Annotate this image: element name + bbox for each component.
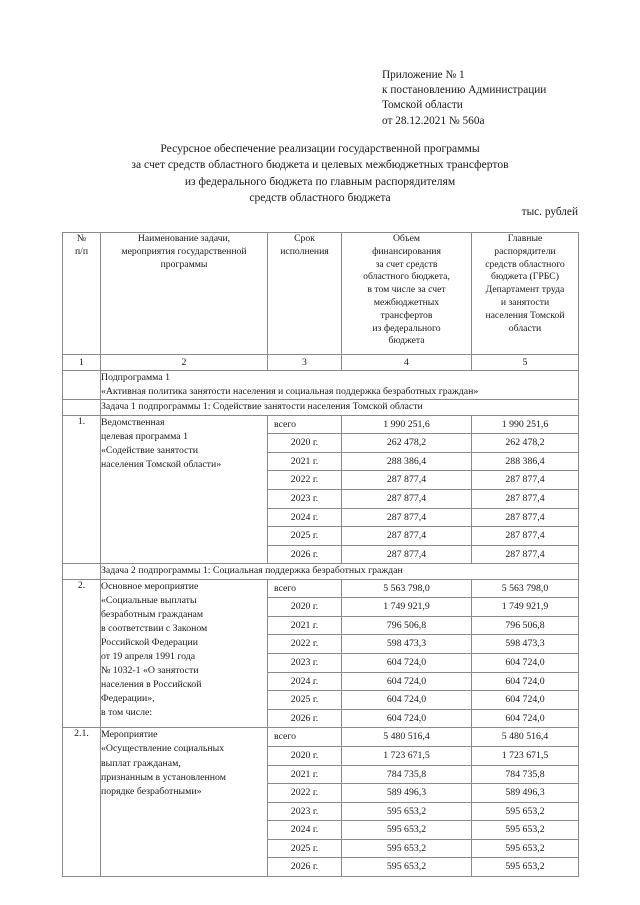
table-row: [63, 415, 579, 434]
row-2-grbs-total: 5 563 798,0: [472, 579, 579, 598]
header-fin-line3: за счет средств: [375, 258, 438, 270]
row-1-grbs-2026: 287 877,4: [472, 545, 579, 564]
row-2-period-2021: 2021 г.: [268, 616, 342, 635]
subprogram-1-row: [63, 371, 579, 400]
row-1-period-total: всего: [268, 415, 342, 434]
row-2-1-label-line3: выплат гражданам,: [101, 757, 181, 769]
row-1-oblast-2024: 287 877,4: [342, 508, 472, 527]
row-1-oblast-2020: 262 478,2: [342, 434, 472, 453]
header-fin-line8: из федерального: [372, 322, 441, 334]
row-2-grbs-2024: 604 724,0: [472, 672, 579, 691]
row-2-period-2022: 2022 г.: [268, 635, 342, 654]
header-number-line1: №: [76, 233, 87, 244]
row-1-oblast-2023: 287 877,4: [342, 489, 472, 508]
header-grbs-line1: Главные: [507, 233, 543, 244]
header-cell-grbs: [472, 233, 579, 355]
header-fin-line9: бюджета: [388, 335, 425, 347]
row-2-1-oblast-total: 5 480 516,4: [342, 728, 472, 747]
row-1-oblast-2022: 287 877,4: [342, 471, 472, 490]
row-2-1-oblast-2023: 595 653,2: [342, 802, 472, 821]
task-2-line1: Задача 2 подпрограммы 1: Социальная поддержка безработных граждан: [101, 565, 403, 577]
resource-table-wrapper: [62, 232, 578, 877]
row-2-1-oblast-2021: 784 735,8: [342, 765, 472, 784]
row-2-oblast-2023: 604 724,0: [342, 653, 472, 672]
row-2-oblast-2024: 604 724,0: [342, 672, 472, 691]
row-2-1-grbs-2025: 595 653,2: [472, 839, 579, 858]
row-2-1-period-2020: 2020 г.: [268, 746, 342, 765]
subprogram-1-title-cell: [101, 371, 579, 400]
task-2-title-cell: [101, 564, 579, 579]
row-2-grbs-2023: 604 724,0: [472, 653, 579, 672]
resource-provision-table: [62, 232, 579, 877]
row-1-oblast-2026: 287 877,4: [342, 545, 472, 564]
row-2-1-label: [101, 728, 268, 877]
task-2-index-cell: [63, 564, 101, 579]
column-number-1: 1: [63, 355, 101, 371]
row-2-oblast-2025: 604 724,0: [342, 691, 472, 710]
header-grbs-inner-table: [472, 233, 578, 335]
row-2-grbs-2020: 1 749 921,9: [472, 598, 579, 617]
row-2-1-period-total: всего: [268, 728, 342, 747]
header-cell-number: [63, 233, 101, 355]
units-label: тыс. рублей: [521, 206, 578, 218]
row-2-1-grbs-total: 5 480 516,4: [472, 728, 579, 747]
task-1-index-cell: [63, 400, 101, 415]
row-2-1-label-line5: порядке безработными»: [101, 785, 202, 797]
title-line-1: Ресурсное обеспечение реализации государственной программы: [160, 142, 480, 155]
task-1-title-cell: [101, 400, 579, 415]
row-2-1-oblast-2026: 595 653,2: [342, 858, 472, 877]
row-1-label: [101, 415, 268, 564]
column-number-4: 4: [342, 355, 472, 371]
row-2-oblast-2020: 1 749 921,9: [342, 598, 472, 617]
row-2-period-2023: 2023 г.: [268, 653, 342, 672]
row-1-grbs-total: 1 990 251,6: [472, 415, 579, 434]
row-1-grbs-2022: 287 877,4: [472, 471, 579, 490]
header-number-line2: п/п: [74, 245, 89, 257]
row-2-label-line3: безработным гражданам: [101, 608, 204, 620]
header-fin-line7: трансфертов: [380, 309, 433, 321]
appendix-line-3: Томской области: [382, 99, 463, 112]
row-2-1-label-line1: Мероприятие: [101, 729, 158, 741]
row-2-1-grbs-2020: 1 723 671,5: [472, 746, 579, 765]
header-grbs-line2: распорядители: [494, 245, 556, 257]
row-2-1-grbs-2024: 595 653,2: [472, 821, 579, 840]
column-number-3: 3: [268, 355, 342, 371]
row-2-label-line9: Федерации»,: [101, 693, 155, 705]
header-name-line2: мероприятия государственной: [121, 245, 247, 257]
row-2-1-period-2021: 2021 г.: [268, 765, 342, 784]
row-2-grbs-2022: 598 473,3: [472, 635, 579, 654]
row-2-index: 2.: [63, 579, 101, 728]
row-2-period-2026: 2026 г.: [268, 709, 342, 728]
row-2-grbs-2026: 604 724,0: [472, 709, 579, 728]
row-1-index: 1.: [63, 415, 101, 564]
row-2-1-grbs-2021: 784 735,8: [472, 765, 579, 784]
column-number-row: [63, 355, 579, 371]
appendix-line-2: к постановлению Администрации: [382, 84, 547, 97]
row-2-1-period-2022: 2022 г.: [268, 784, 342, 803]
document-title: [62, 141, 578, 207]
row-1-period-2022: 2022 г.: [268, 471, 342, 490]
row-2-label-line7: № 1032-1 «О занятости: [101, 665, 199, 677]
header-dept-line2: и занятости: [500, 296, 550, 308]
row-1-grbs-2025: 287 877,4: [472, 527, 579, 546]
header-grbs-title: [472, 233, 578, 284]
header-grbs-top-row: [472, 233, 578, 284]
title-line-2: за счет средств областного бюджета и целевых межбюджетных трансфертов: [131, 158, 509, 172]
header-term-line2: исполнения: [280, 245, 329, 257]
header-fin-line2: финансирования: [372, 245, 441, 257]
table-header-row: [63, 233, 579, 355]
column-number-2: 2: [101, 355, 268, 371]
row-2-1-period-2024: 2024 г.: [268, 821, 342, 840]
row-2-1-grbs-2026: 595 653,2: [472, 858, 579, 877]
header-term-line1: Срок: [294, 233, 315, 244]
header-grbs-line4: бюджета (ГРБС): [491, 271, 559, 283]
row-1-oblast-total: 1 990 251,6: [342, 415, 472, 434]
row-2-1-oblast-2024: 595 653,2: [342, 821, 472, 840]
row-1-grbs-2020: 262 478,2: [472, 434, 579, 453]
row-1-period-2025: 2025 г.: [268, 527, 342, 546]
appendix-line-4: от 28.12.2021 № 560а: [382, 114, 485, 127]
row-2-1-period-2025: 2025 г.: [268, 839, 342, 858]
subprogram-1-line2: «Активная политика занятости населения и социальная поддержка безработных граждан»: [101, 386, 479, 398]
subprogram-1-line1: Подпрограмма 1: [101, 372, 171, 383]
row-2-oblast-total: 5 563 798,0: [342, 579, 472, 598]
column-number-5: 5: [472, 355, 579, 371]
task-2-row: [63, 564, 579, 579]
row-2-1-grbs-2022: 589 496,3: [472, 784, 579, 803]
row-2-period-total: всего: [268, 579, 342, 598]
header-fin-line6: межбюджетных: [373, 296, 440, 308]
row-2-1-period-2023: 2023 г.: [268, 802, 342, 821]
row-2-1-oblast-2025: 595 653,2: [342, 839, 472, 858]
title-line-4: средств областного бюджета: [249, 191, 391, 205]
header-name-line3: программы: [160, 258, 208, 270]
row-2-oblast-2026: 604 724,0: [342, 709, 472, 728]
row-2-label-line10: в том числе:: [101, 707, 153, 719]
header-fin-line5: в том числе за счет: [367, 284, 446, 296]
row-1-grbs-2024: 287 877,4: [472, 508, 579, 527]
row-1-period-2023: 2023 г.: [268, 489, 342, 508]
row-2-oblast-2021: 796 506,8: [342, 616, 472, 635]
header-cell-financing: [342, 233, 472, 355]
row-2-oblast-2022: 598 473,3: [342, 635, 472, 654]
row-1-label-line2: целевая программа 1: [101, 430, 188, 442]
header-cell-name: [101, 233, 268, 355]
row-2-1-label-line4: признанным в установленном: [101, 771, 226, 783]
row-1-oblast-2021: 288 386,4: [342, 452, 472, 471]
row-2-period-2024: 2024 г.: [268, 672, 342, 691]
row-2-label-line8: населения в Российской: [101, 679, 202, 691]
row-1-label-line4: населения Томской области»: [101, 458, 222, 470]
subprogram-1-index-cell: [63, 371, 101, 400]
appendix-reference-block: [382, 68, 632, 129]
header-grbs-department: [472, 284, 578, 335]
row-1-period-2020: 2020 г.: [268, 434, 342, 453]
header-name-line1: Наименование задачи,: [137, 233, 231, 244]
row-2-1-index: 2.1.: [63, 728, 101, 877]
row-1-period-2024: 2024 г.: [268, 508, 342, 527]
row-1-label-line3: «Содействие занятости: [101, 444, 199, 456]
table-row: [63, 728, 579, 747]
row-1-period-2021: 2021 г.: [268, 452, 342, 471]
row-2-period-2025: 2025 г.: [268, 691, 342, 710]
row-2-grbs-2021: 796 506,8: [472, 616, 579, 635]
header-grbs-bottom-row: [472, 284, 578, 335]
header-fin-line4: областного бюджета,: [363, 271, 450, 283]
row-1-grbs-2023: 287 877,4: [472, 489, 579, 508]
row-2-1-oblast-2020: 1 723 671,5: [342, 746, 472, 765]
row-1-label-line1: Ведомственная: [101, 416, 165, 428]
row-2-1-grbs-2023: 595 653,2: [472, 802, 579, 821]
task-1-line1: Задача 1 подпрограммы 1: Содействие занятости населения Томской области: [101, 401, 423, 413]
title-line-3: из федерального бюджета по главным распорядителям: [184, 174, 456, 188]
row-2-label-line4: в соответствии с Законом: [101, 622, 208, 634]
header-dept-line4: области: [508, 322, 542, 334]
row-1-oblast-2025: 287 877,4: [342, 527, 472, 546]
row-2-1-period-2026: 2026 г.: [268, 858, 342, 877]
row-2-1-oblast-2022: 589 496,3: [342, 784, 472, 803]
row-1-grbs-2021: 288 386,4: [472, 452, 579, 471]
header-dept-line3: населения Томской: [485, 309, 565, 321]
row-2-grbs-2025: 604 724,0: [472, 691, 579, 710]
row-2-label: [101, 579, 268, 728]
appendix-line-1: Приложение № 1: [382, 69, 465, 81]
header-fin-line1: Объем: [392, 233, 421, 244]
row-2-period-2020: 2020 г.: [268, 598, 342, 617]
task-1-row: [63, 400, 579, 415]
header-cell-term: [268, 233, 342, 355]
header-dept-line1: Департамент труда: [485, 284, 565, 296]
row-2-label-line5: Российской Федерации: [101, 636, 198, 648]
row-2-1-label-line2: «Осуществление социальных: [101, 743, 225, 755]
row-1-period-2026: 2026 г.: [268, 545, 342, 564]
table-row: [63, 579, 579, 598]
row-2-label-line6: от 19 апреля 1991 года: [101, 651, 196, 663]
header-grbs-line3: средств областного: [485, 258, 565, 270]
row-2-label-line2: «Социальные выплаты: [101, 594, 197, 606]
row-2-label-line1: Основное мероприятие: [101, 580, 199, 592]
